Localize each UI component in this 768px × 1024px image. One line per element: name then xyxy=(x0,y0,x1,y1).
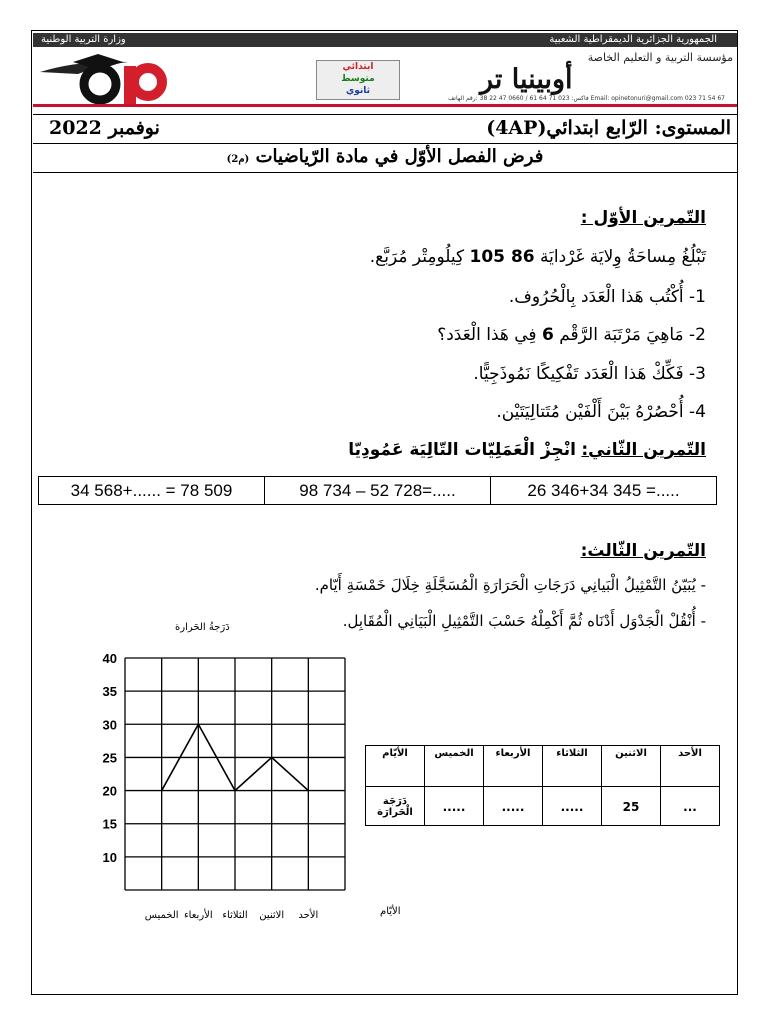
ministry-name: وزارة التربية الوطنية xyxy=(41,34,126,45)
operation-cell: 34 568+...... = 78 509 xyxy=(70,481,233,500)
ex3-title: التّمرين الثّالث: xyxy=(580,541,706,561)
ex1-question-2: 2- مَاهِيَ مَرْتَبَة الرَّقْم 6 فِي هَذا الْعَدَد؟ xyxy=(437,325,706,345)
table-header-cell: الخميس xyxy=(425,746,484,787)
x-tick-label: الاثنين xyxy=(259,910,285,921)
exam-title-row xyxy=(33,142,737,173)
x-tick-label: الثلاثاء xyxy=(222,910,248,921)
table-header-cell: الأحد xyxy=(661,746,720,787)
ex1-question-4: 4- أُحْصُرْهُ بَيْنَ أَلْفَيْن مُتَتالِيَتَيْن. xyxy=(496,402,706,422)
ex3-line-2: - أُنْقُلْ الْجَدْوَل أَدْنَاه ثُمَّ أَكْمِلْهُ حَسْبَ التَّمْثِيلِ الْبَيَانِي الْمُقَابِل. xyxy=(342,612,706,630)
temperature-chart xyxy=(80,648,370,928)
exam-title: فرض الفصل الأوّل في مادة الرّياضيات (م2) xyxy=(226,146,544,167)
ex1-question-1: 1- أُكْتُب هَذا الْعَدَد بِالْحُرُوف. xyxy=(508,287,706,307)
operation-cell: 98 734 – 52 728=..... xyxy=(264,477,490,504)
y-tick-label: 10 xyxy=(102,849,117,865)
table-row xyxy=(366,787,720,826)
operations-table xyxy=(38,476,717,505)
table-row-label: دَرَجَة الْحَرارَة xyxy=(366,787,425,826)
contact-info: Email: opinetonuri@gmail.com 023 71 54 67 فاكس: 023 71 64 61 / 0660 47 22 38 :رقم الهاتف xyxy=(448,95,725,102)
y-tick-label: 40 xyxy=(102,651,117,666)
x-tick-label: الأربعاء xyxy=(183,910,213,921)
header-banner xyxy=(33,33,737,47)
ex1-question-3: 3- فَكِّكْ هَذا الْعَدَد تَفْكِيكًا نَمُوذَجِيًّا. xyxy=(473,364,706,384)
republic-name: الجمهورية الجزائرية الديمقراطية الشعبية xyxy=(549,34,717,45)
table-header-cell: الأربعاء xyxy=(484,746,543,787)
x-tick-label: الخميس xyxy=(144,910,179,921)
level-row xyxy=(33,114,737,144)
exam-version: (م2) xyxy=(226,154,250,165)
y-tick-label: 15 xyxy=(102,816,117,832)
table-cell: ..... xyxy=(543,787,602,826)
x-tick-label: الأحد xyxy=(298,910,319,921)
brand-name: أوبينيا تر xyxy=(480,64,573,95)
ex2-heading xyxy=(348,440,706,460)
chart-x-label: الأيّام xyxy=(380,906,401,917)
ex2-title: التّمرين الثّاني: xyxy=(581,440,706,460)
temperature-table xyxy=(365,745,720,826)
op-logo xyxy=(38,52,188,107)
ex1-statement: تَبْلُغُ مِساحَةُ وِلايَة غَرْدايَة 86 105 كِيلُومِتْر مُرَبَّع. xyxy=(369,247,706,267)
level-label: المستوى: الرّابع ابتدائي(4AP) xyxy=(486,117,731,139)
table-cell: ..... xyxy=(484,787,543,826)
table-header-cell: الأيّام xyxy=(366,746,425,787)
table-cell: ..... xyxy=(425,787,484,826)
table-header-row xyxy=(366,746,720,787)
table-header-cell: الاثنين xyxy=(602,746,661,787)
header-divider xyxy=(33,104,737,107)
institution-name: مؤسسة التربية و التعليم الخاصة xyxy=(587,51,733,64)
y-tick-label: 35 xyxy=(102,684,117,700)
y-tick-label: 25 xyxy=(102,750,117,766)
y-tick-label: 30 xyxy=(102,717,117,733)
exam-date: نوفمبر 2022 xyxy=(49,117,160,139)
table-header-cell: الثلاثاء xyxy=(543,746,602,787)
ex3-line-1: - يُبَيّنُ التَّمْثِيلُ الْبَيانِي دَرَجَاتِ الْحَرَارَةِ الْمُسَجَّلَةِ خِلَالَ خَمْسَةِ أَيّام. xyxy=(314,576,706,594)
ex1-title: التّمرين الأوّل : xyxy=(580,208,706,228)
table-cell: ... xyxy=(661,787,720,826)
school-levels-badge: ابتدائي متوسط ثانوي xyxy=(316,60,400,100)
y-tick-label: 20 xyxy=(102,783,117,799)
table-cell: 25 xyxy=(602,787,661,826)
operation-cell: 26 346+34 345 =..... xyxy=(490,477,716,504)
ex2-instruction: انْجِزْ الْعَمَلِيّات التّالِيَة عَمُودِيّا xyxy=(348,440,576,460)
chart-y-label: دَرَجةُ الحَرارة xyxy=(175,622,230,633)
